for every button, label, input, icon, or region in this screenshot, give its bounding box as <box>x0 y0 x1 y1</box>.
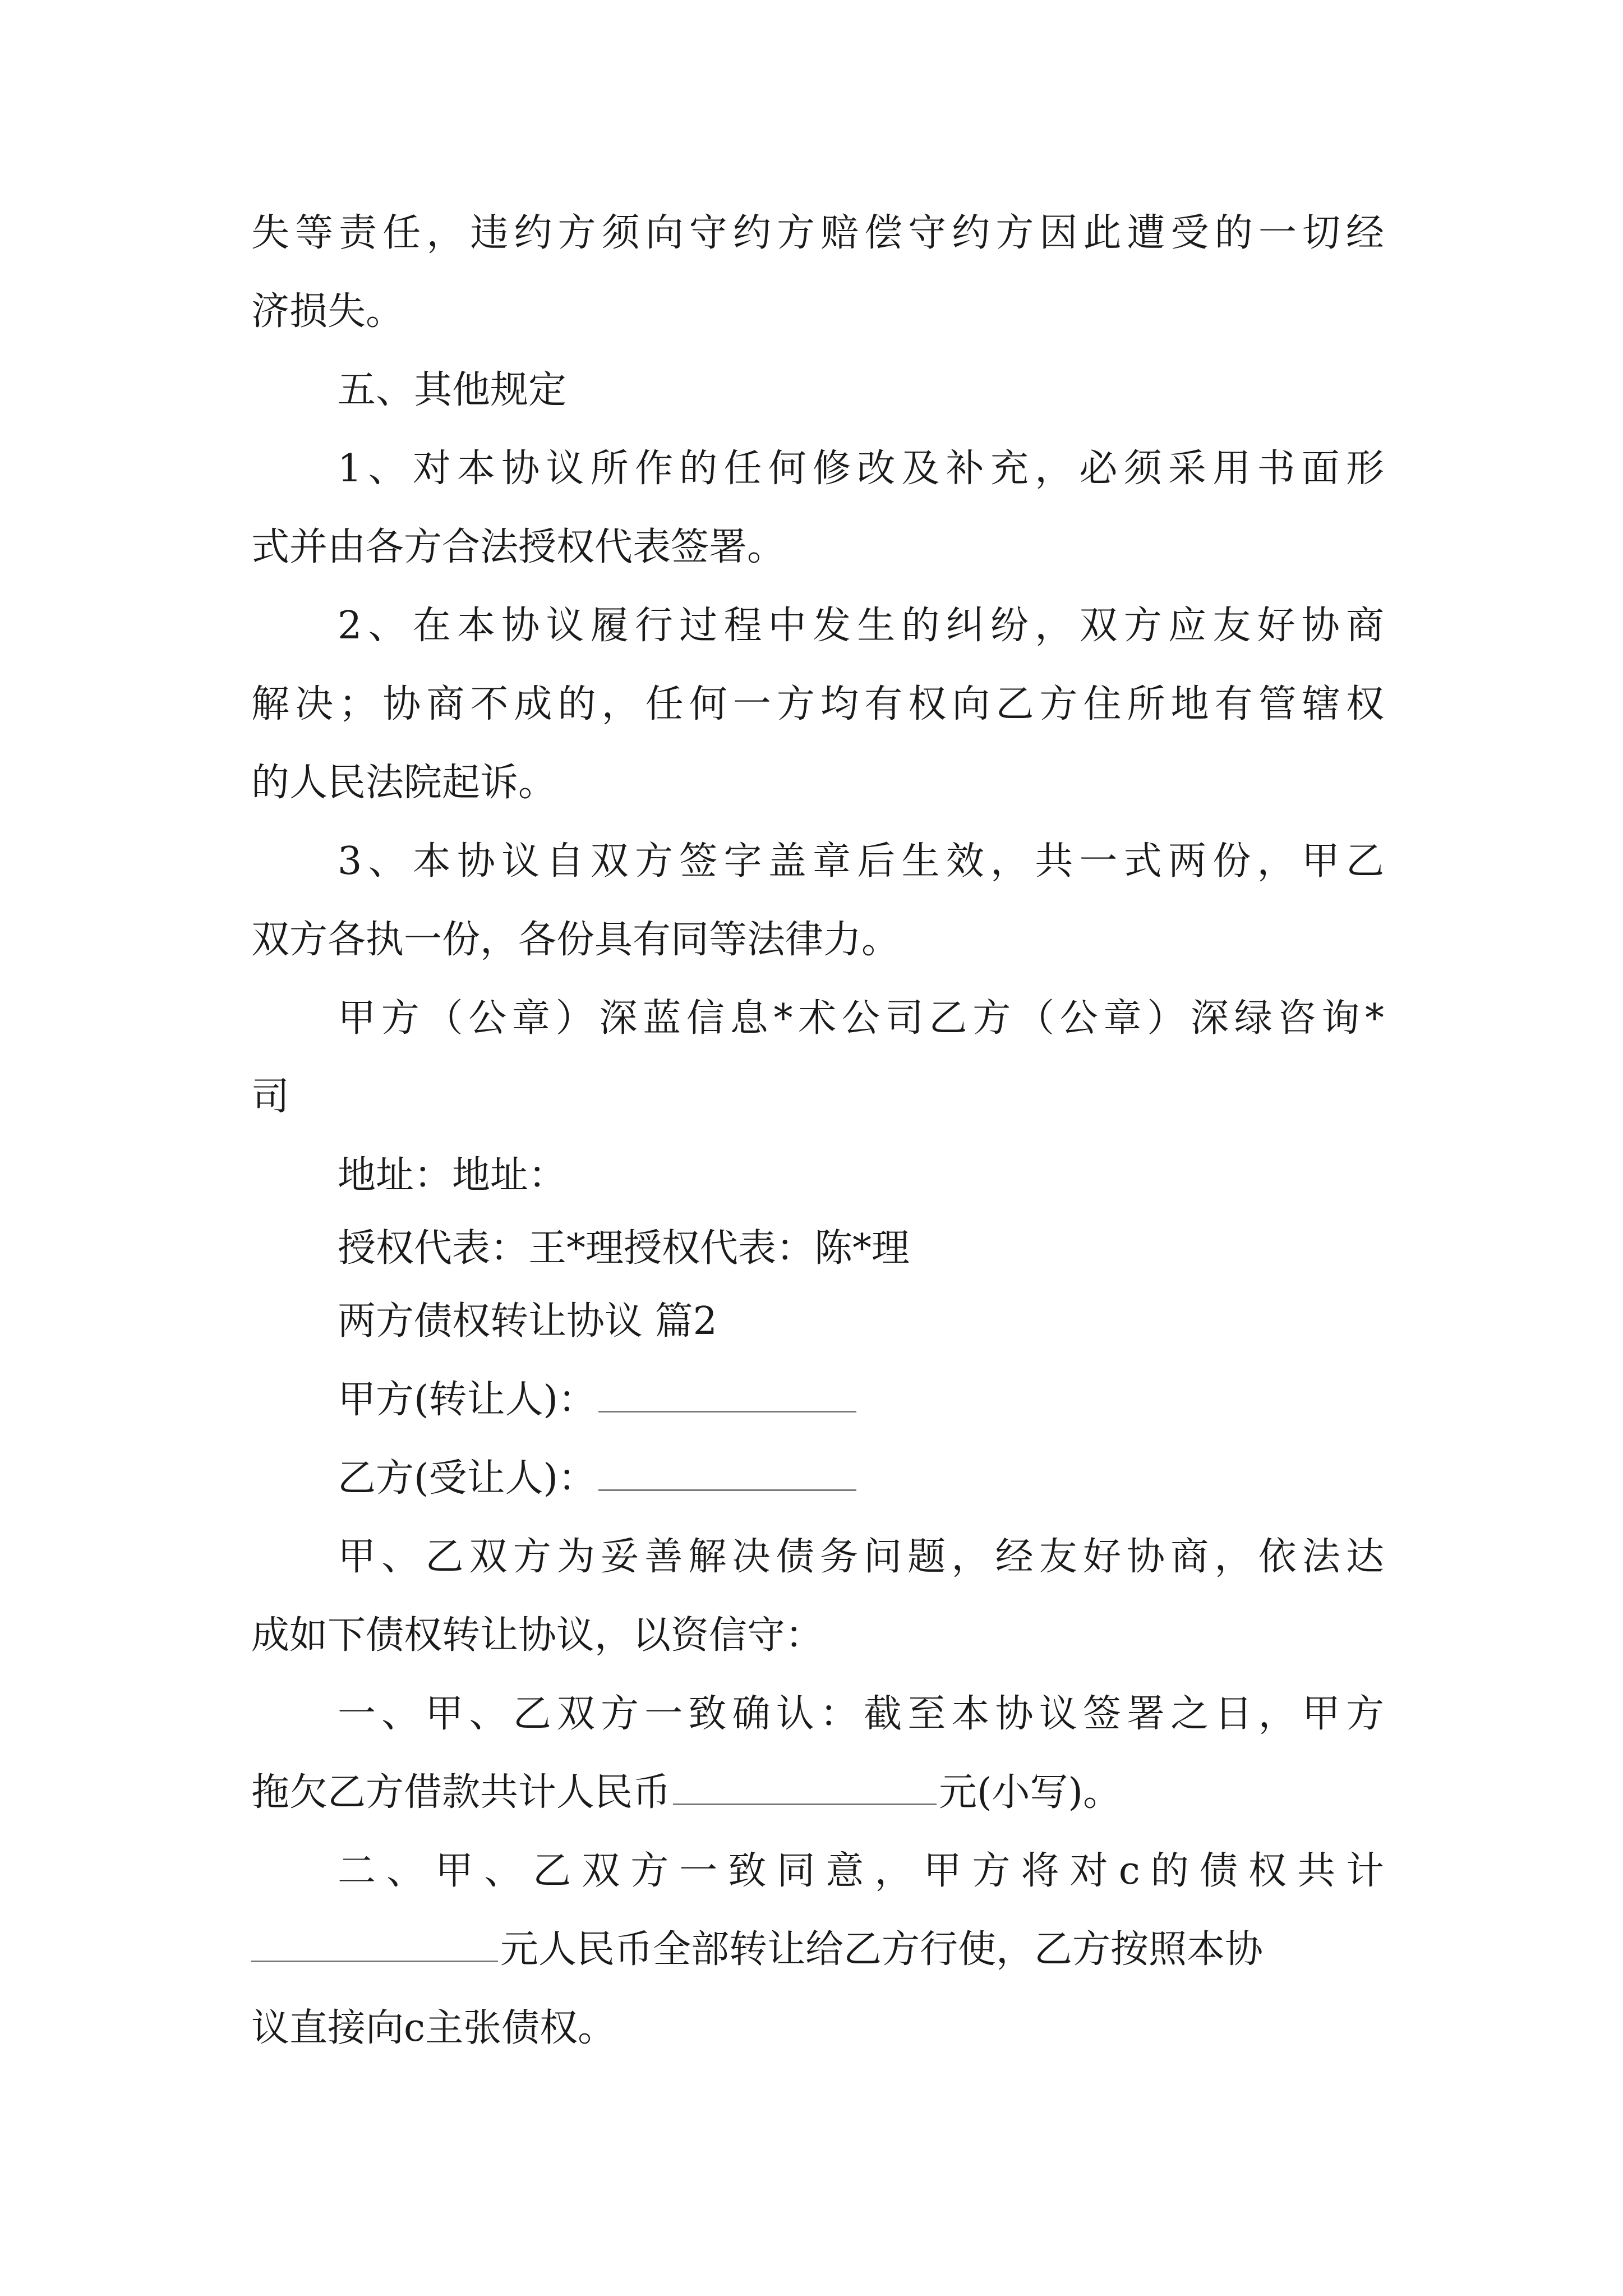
party-b-line <box>338 1456 1384 1501</box>
amount-suffix: 元(小写)。 <box>939 1770 1122 1815</box>
amount-blank <box>673 1799 937 1805</box>
party-b-blank <box>598 1485 856 1491</box>
party-a-blank <box>598 1406 856 1412</box>
paragraph-line: 解决；协商不成的，任何一方均有权向乙方住所地有管辖权 <box>251 682 1384 726</box>
paragraph-line: 双方各执一份，各份具有同等法律力。 <box>251 918 900 962</box>
amount-prefix: 拖欠乙方借款共计人民币 <box>251 1770 671 1815</box>
document-subtitle: 两方债权转让协议 篇2 <box>338 1299 717 1343</box>
paragraph-line: 济损失。 <box>251 289 404 334</box>
transfer-amount-line <box>251 1927 1384 1972</box>
paragraph-line: 成如下债权转让协议，以资信守： <box>251 1613 824 1658</box>
transfer-amount-suffix: 元人民币全部转让给乙方行使，乙方按照本协 <box>500 1927 1264 1972</box>
paragraph-line: 2、在本协议履行过程中发生的纠纷，双方应友好协商 <box>338 604 1384 648</box>
paragraph-line: 议直接向c主张债权。 <box>251 2006 616 2050</box>
signature-line: 司 <box>251 1075 290 1119</box>
transfer-amount-blank <box>251 1956 498 1962</box>
section-heading: 五、其他规定 <box>338 368 567 412</box>
paragraph-line: 3、本协议自双方签字盖章后生效，共一式两份，甲乙 <box>338 839 1384 884</box>
party-a-label: 甲方(转让人)： <box>338 1378 597 1422</box>
paragraph-line: 失等责任，违约方须向守约方赔偿守约方因此遭受的一切经 <box>251 211 1384 255</box>
amount-line <box>251 1770 1384 1815</box>
paragraph-line: 式并由各方合法授权代表签署。 <box>251 525 786 569</box>
party-b-label: 乙方(受让人)： <box>338 1456 597 1501</box>
representative-line: 授权代表：王*理授权代表：陈*理 <box>338 1226 910 1271</box>
address-line: 地址：地址： <box>338 1153 567 1198</box>
signature-line: 甲方（公章）深蓝信息*术公司乙方（公章）深绿咨询* <box>338 996 1384 1041</box>
paragraph-line: 1、对本协议所作的任何修改及补充，必须采用书面形 <box>338 447 1384 491</box>
paragraph-line: 甲、乙双方为妥善解决债务问题，经友好协商，依法达 <box>338 1535 1384 1579</box>
party-a-line <box>338 1378 1384 1423</box>
paragraph-line: 的人民法院起诉。 <box>251 761 557 805</box>
paragraph-line: 一、甲、乙双方一致确认：截至本协议签署之日，甲方 <box>338 1692 1384 1736</box>
paragraph-line: 二、甲、乙双方一致同意，甲方将对c的债权共计 <box>338 1849 1384 1893</box>
